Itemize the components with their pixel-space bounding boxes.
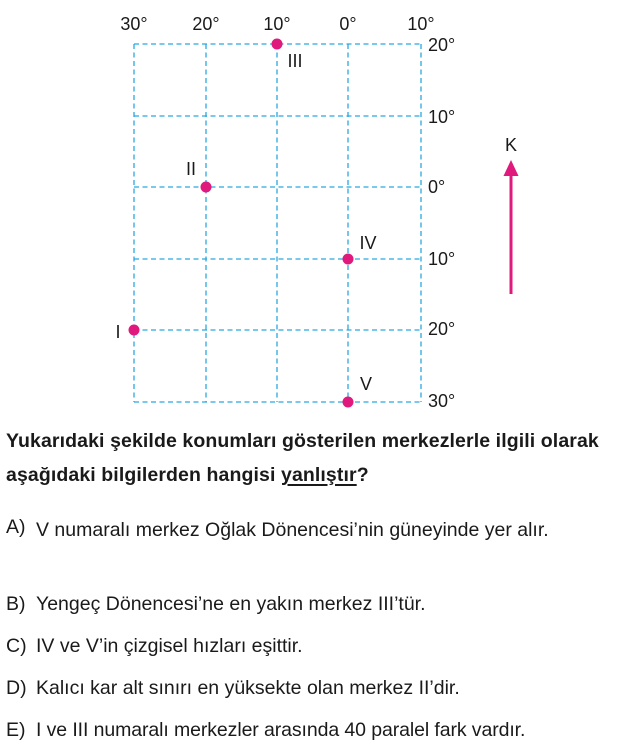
option-letter: C) bbox=[6, 635, 27, 657]
center-point-iii bbox=[272, 39, 283, 50]
option-letter: E) bbox=[6, 719, 26, 741]
center-point-ii bbox=[201, 182, 212, 193]
latitude-label: 30° bbox=[428, 391, 456, 411]
longitude-label: 20° bbox=[192, 14, 220, 34]
center-label-i: I bbox=[115, 322, 121, 342]
center-label-ii: II bbox=[185, 159, 197, 179]
latitude-label: 20° bbox=[428, 35, 456, 55]
latitude-labels bbox=[428, 35, 455, 411]
latitude-label: 10° bbox=[428, 107, 456, 127]
answer-option-e[interactable] bbox=[6, 716, 632, 745]
option-text: Kalıcı kar alt sınırı en yüksekte olan merkez II’dir. bbox=[36, 677, 460, 699]
latitude-label: 10° bbox=[428, 249, 456, 269]
grid-lines bbox=[134, 44, 421, 402]
question-end: ? bbox=[356, 464, 369, 486]
option-letter: A) bbox=[6, 516, 26, 538]
latitude-label: 0° bbox=[428, 177, 446, 197]
latitude-label: 20° bbox=[428, 319, 456, 339]
answer-option-c[interactable] bbox=[6, 632, 632, 661]
center-point-iv bbox=[343, 254, 354, 265]
question-text bbox=[6, 424, 636, 492]
longitude-label: 0° bbox=[339, 14, 357, 34]
option-text: V numaralı merkez Oğlak Dönencesi’nin güneyinde yer alır. bbox=[36, 519, 549, 541]
option-text: Yengeç Dönencesi’ne en yakın merkez III’tür. bbox=[36, 593, 426, 615]
center-points bbox=[129, 39, 354, 408]
center-label-iv: IV bbox=[359, 233, 377, 253]
option-text: I ve III numaralı merkezler arasında 40 paralel fark vardır. bbox=[36, 719, 526, 741]
answer-option-b[interactable] bbox=[6, 590, 632, 619]
option-letter: B) bbox=[6, 593, 26, 615]
question-main: Yukarıdaki şekilde konumları gösterilen merkezlerle ilgili olarak aşağıdaki bilgilerden hangisi bbox=[6, 430, 599, 486]
longitude-label: 30° bbox=[120, 14, 148, 34]
option-letter: D) bbox=[6, 677, 27, 699]
center-point-i bbox=[129, 325, 140, 336]
answer-option-a[interactable] bbox=[6, 513, 632, 547]
longitude-label: 10° bbox=[263, 14, 291, 34]
answer-option-d[interactable] bbox=[6, 674, 632, 703]
center-label-iii: III bbox=[287, 51, 303, 71]
center-labels bbox=[115, 51, 376, 394]
north-arrow bbox=[504, 135, 519, 294]
option-text: IV ve V’in çizgisel hızları eşittir. bbox=[36, 635, 303, 657]
north-arrow-head bbox=[504, 160, 519, 176]
center-point-v bbox=[343, 397, 354, 408]
center-label-v: V bbox=[359, 374, 373, 394]
longitude-labels bbox=[120, 14, 434, 34]
longitude-label: 10° bbox=[407, 14, 435, 34]
question-emphasis: yanlıştır bbox=[281, 464, 357, 486]
north-arrow-label: K bbox=[504, 135, 518, 155]
